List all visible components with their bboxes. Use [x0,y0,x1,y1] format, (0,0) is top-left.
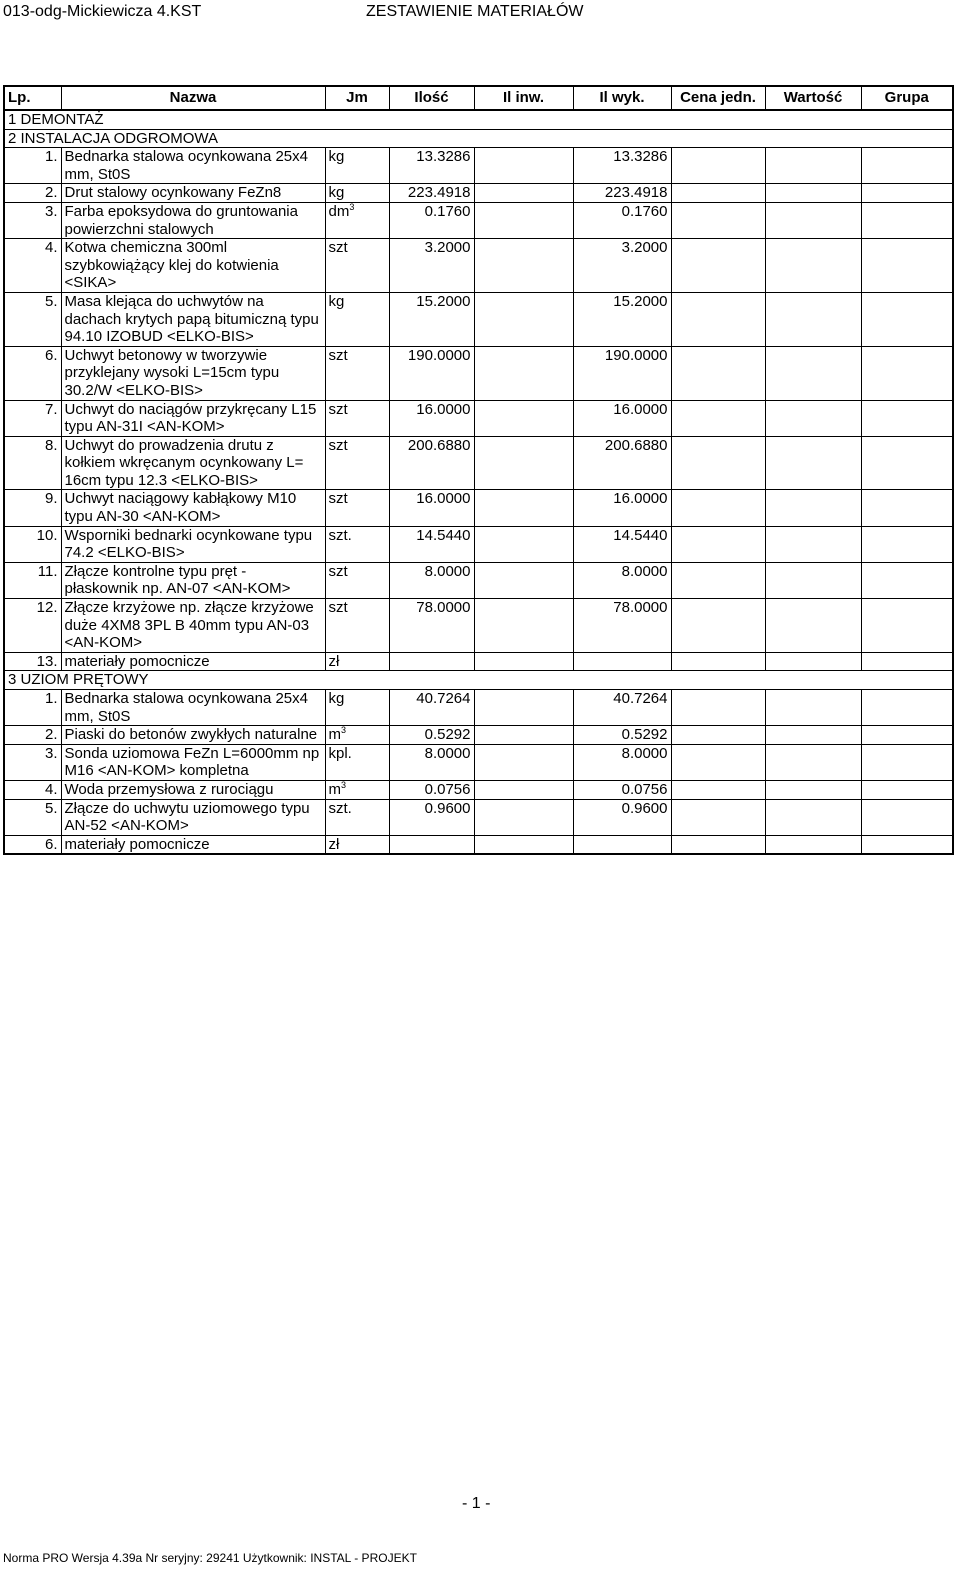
cell-ilosc: 13.3286 [389,148,474,184]
cell-il-inw [474,835,573,854]
cell-cena-jedn [671,526,765,562]
cell-il-inw [474,562,573,598]
cell-lp: 3. [4,744,61,780]
cell-il-wyk: 8.0000 [573,562,671,598]
cell-ilosc: 16.0000 [389,490,474,526]
cell-jm: $m^3$ [325,726,389,745]
cell-il-wyk: 16.0000 [573,490,671,526]
cell-ilosc [389,652,474,671]
cell-il-inw [474,239,573,293]
cell-nazwa: Kotwa chemiczna 300ml szybkowiążący klej do kotwienia <SIKA> [61,239,325,293]
cell-il-wyk: 78.0000 [573,599,671,653]
cell-grupa [861,726,953,745]
cell-wartosc [765,780,861,799]
cell-lp: 7. [4,400,61,436]
cell-nazwa: Masa klejąca do uchwytów na dachach krytych papą bitumiczną typu 94.10 IZOBUD <ELKO-BIS> [61,292,325,346]
cell-nazwa: Uchwyt do prowadzenia drutu z kołkiem wkręcanym ocynkowany L= 16cm typu 12.3 <ELKO-BIS> [61,436,325,490]
cell-ilosc: 8.0000 [389,562,474,598]
cell-wartosc [765,202,861,238]
cell-wartosc [765,184,861,203]
cell-jm: szt [325,490,389,526]
cell-lp: 11. [4,562,61,598]
cell-cena-jedn [671,652,765,671]
cell-nazwa: Farba epoksydowa do gruntowania powierzchni stalowych [61,202,325,238]
cell-grupa [861,202,953,238]
cell-lp: 10. [4,526,61,562]
cell-nazwa: materiały pomocnicze [61,652,325,671]
cell-wartosc [765,652,861,671]
cell-grupa [861,690,953,726]
cell-jm: kg [325,148,389,184]
cell-nazwa: Piaski do betonów zwykłych naturalne [61,726,325,745]
cell-grupa [861,526,953,562]
cell-jm: kpl. [325,744,389,780]
table-row [4,292,953,346]
table-row [4,835,953,854]
cell-ilosc: 0.1760 [389,202,474,238]
cell-lp: 2. [4,726,61,745]
table-row [4,436,953,490]
cell-jm: zł [325,835,389,854]
cell-grupa [861,239,953,293]
cell-cena-jedn [671,184,765,203]
col-nazwa: Nazwa [61,86,325,110]
cell-nazwa: Bednarka stalowa ocynkowana 25x4 mm, St0S [61,690,325,726]
cell-jm: kg [325,184,389,203]
cell-wartosc [765,148,861,184]
file-name: 013-odg-Mickiewicza 4.KST [3,3,202,20]
table-row [4,148,953,184]
cell-cena-jedn [671,780,765,799]
group-row [4,110,953,129]
cell-jm: $m^3$ [325,780,389,799]
cell-il-inw [474,780,573,799]
cell-il-wyk: 223.4918 [573,184,671,203]
cell-il-inw [474,726,573,745]
cell-il-inw [474,202,573,238]
cell-cena-jedn [671,726,765,745]
cell-grupa [861,148,953,184]
cell-il-wyk: 15.2000 [573,292,671,346]
cell-cena-jedn [671,239,765,293]
cell-ilosc: 15.2000 [389,292,474,346]
cell-wartosc [765,400,861,436]
col-cena-jedn: Cena jedn. [671,86,765,110]
cell-wartosc [765,599,861,653]
cell-ilosc: 40.7264 [389,690,474,726]
cell-il-inw [474,148,573,184]
cell-wartosc [765,799,861,835]
col-il-inw: Il inw. [474,86,573,110]
cell-jm: kg [325,292,389,346]
cell-grupa [861,780,953,799]
cell-il-inw [474,744,573,780]
cell-wartosc [765,526,861,562]
cell-nazwa: Złącze krzyżowe np. złącze krzyżowe duże 4XM8 3PL B 40mm typu AN-03 <AN-KOM> [61,599,325,653]
cell-il-inw [474,436,573,490]
cell-ilosc: 190.0000 [389,346,474,400]
cell-il-inw [474,799,573,835]
table-row [4,744,953,780]
cell-nazwa: Złącze do uchwytu uziomowego typu AN-52 <AN-KOM> [61,799,325,835]
cell-ilosc: 200.6880 [389,436,474,490]
cell-il-inw [474,690,573,726]
table-row [4,690,953,726]
cell-il-wyk: 40.7264 [573,690,671,726]
cell-il-wyk: 190.0000 [573,346,671,400]
cell-il-inw [474,490,573,526]
col-lp: Lp. [4,86,61,110]
cell-jm: szt [325,346,389,400]
table-row [4,526,953,562]
cell-cena-jedn [671,562,765,598]
cell-il-wyk: 14.5440 [573,526,671,562]
cell-jm: kg [325,690,389,726]
cell-lp: 9. [4,490,61,526]
cell-il-wyk: 16.0000 [573,400,671,436]
table-row [4,726,953,745]
cell-nazwa: Uchwyt naciągowy kabłąkowy M10 typu AN-30 <AN-KOM> [61,490,325,526]
cell-lp: 3. [4,202,61,238]
cell-jm: szt [325,599,389,653]
cell-grupa [861,490,953,526]
cell-cena-jedn [671,400,765,436]
table-row [4,780,953,799]
cell-il-inw [474,184,573,203]
cell-cena-jedn [671,148,765,184]
cell-jm: szt [325,239,389,293]
cell-il-inw [474,599,573,653]
cell-ilosc: 0.5292 [389,726,474,745]
group-row [4,671,953,690]
cell-grupa [861,599,953,653]
table-row [4,239,953,293]
cell-nazwa: Sonda uziomowa FeZn L=6000mm np M16 <AN-KOM> kompletna [61,744,325,780]
cell-il-wyk: 3.2000 [573,239,671,293]
cell-ilosc: 14.5440 [389,526,474,562]
cell-wartosc [765,726,861,745]
cell-lp: 5. [4,799,61,835]
cell-nazwa: Woda przemysłowa z rurociągu [61,780,325,799]
cell-ilosc: 8.0000 [389,744,474,780]
cell-ilosc: 3.2000 [389,239,474,293]
cell-il-wyk: 13.3286 [573,148,671,184]
col-il-wyk: Il wyk. [573,86,671,110]
cell-cena-jedn [671,436,765,490]
cell-jm: zł [325,652,389,671]
cell-cena-jedn [671,346,765,400]
cell-nazwa: Wsporniki bednarki ocynkowane typu 74.2 <ELKO-BIS> [61,526,325,562]
cell-wartosc [765,436,861,490]
cell-grupa [861,184,953,203]
cell-nazwa: Drut stalowy ocynkowany FeZn8 [61,184,325,203]
cell-lp: 13. [4,652,61,671]
cell-cena-jedn [671,744,765,780]
cell-cena-jedn [671,799,765,835]
cell-nazwa: Uchwyt betonowy w tworzywie przyklejany wysoki L=15cm typu 30.2/W <ELKO-BIS> [61,346,325,400]
cell-grupa [861,799,953,835]
cell-grupa [861,835,953,854]
cell-lp: 1. [4,690,61,726]
cell-nazwa: Bednarka stalowa ocynkowana 25x4 mm, St0S [61,148,325,184]
cell-il-inw [474,652,573,671]
group-label: 1 DEMONTAŻ [4,110,953,129]
cell-jm: szt [325,436,389,490]
cell-wartosc [765,239,861,293]
table-row [4,799,953,835]
cell-lp: 4. [4,780,61,799]
table-row [4,202,953,238]
table-row [4,346,953,400]
cell-ilosc: 223.4918 [389,184,474,203]
cell-grupa [861,652,953,671]
cell-ilosc: 78.0000 [389,599,474,653]
cell-cena-jedn [671,292,765,346]
cell-grupa [861,292,953,346]
col-grupa: Grupa [861,86,953,110]
cell-jm: szt [325,562,389,598]
group-label: 3 UZIOM PRĘTOWY [4,671,953,690]
cell-jm: szt. [325,526,389,562]
cell-grupa [861,744,953,780]
materials-table [3,85,954,855]
cell-grupa [861,400,953,436]
cell-wartosc [765,346,861,400]
cell-wartosc [765,292,861,346]
table-row [4,599,953,653]
table-row [4,652,953,671]
cell-wartosc [765,835,861,854]
cell-cena-jedn [671,490,765,526]
cell-cena-jedn [671,202,765,238]
page-number: - 1 - [462,1495,491,1512]
table-row [4,490,953,526]
cell-ilosc: 0.0756 [389,780,474,799]
cell-il-wyk: 8.0000 [573,744,671,780]
cell-grupa [861,346,953,400]
cell-jm: szt [325,400,389,436]
cell-grupa [861,436,953,490]
cell-wartosc [765,562,861,598]
cell-il-wyk: 0.9600 [573,799,671,835]
cell-il-wyk: 200.6880 [573,436,671,490]
cell-wartosc [765,490,861,526]
cell-lp: 4. [4,239,61,293]
cell-il-inw [474,400,573,436]
cell-il-wyk [573,835,671,854]
cell-ilosc [389,835,474,854]
cell-nazwa: Uchwyt do naciągów przykręcany L15 typu AN-31I <AN-KOM> [61,400,325,436]
cell-wartosc [765,744,861,780]
cell-ilosc: 16.0000 [389,400,474,436]
cell-lp: 6. [4,346,61,400]
cell-ilosc: 0.9600 [389,799,474,835]
group-row [4,129,953,148]
cell-cena-jedn [671,690,765,726]
cell-cena-jedn [671,599,765,653]
cell-lp: 2. [4,184,61,203]
table-row [4,184,953,203]
cell-il-wyk [573,652,671,671]
cell-jm: szt. [325,799,389,835]
cell-lp: 12. [4,599,61,653]
cell-nazwa: Złącze kontrolne typu pręt - płaskownik np. AN-07 <AN-KOM> [61,562,325,598]
cell-lp: 8. [4,436,61,490]
col-wartosc: Wartość [765,86,861,110]
cell-il-wyk: 0.5292 [573,726,671,745]
cell-nazwa: materiały pomocnicze [61,835,325,854]
cell-il-inw [474,292,573,346]
document-title: ZESTAWIENIE MATERIAŁÓW [366,3,584,20]
cell-il-inw [474,526,573,562]
table-header-row [4,86,953,110]
table-row [4,562,953,598]
col-jm: Jm [325,86,389,110]
col-ilosc: Ilość [389,86,474,110]
cell-lp: 6. [4,835,61,854]
cell-lp: 1. [4,148,61,184]
cell-il-wyk: 0.1760 [573,202,671,238]
cell-lp: 5. [4,292,61,346]
cell-wartosc [765,690,861,726]
cell-grupa [861,562,953,598]
cell-jm: $dm^3$ [325,202,389,238]
cell-il-inw [474,346,573,400]
software-note: Norma PRO Wersja 4.39a Nr seryjny: 29241 Użytkownik: INSTAL - PROJEKT [3,1551,417,1565]
cell-il-wyk: 0.0756 [573,780,671,799]
group-label: 2 INSTALACJA ODGROMOWA [4,129,953,148]
table-row [4,400,953,436]
cell-cena-jedn [671,835,765,854]
